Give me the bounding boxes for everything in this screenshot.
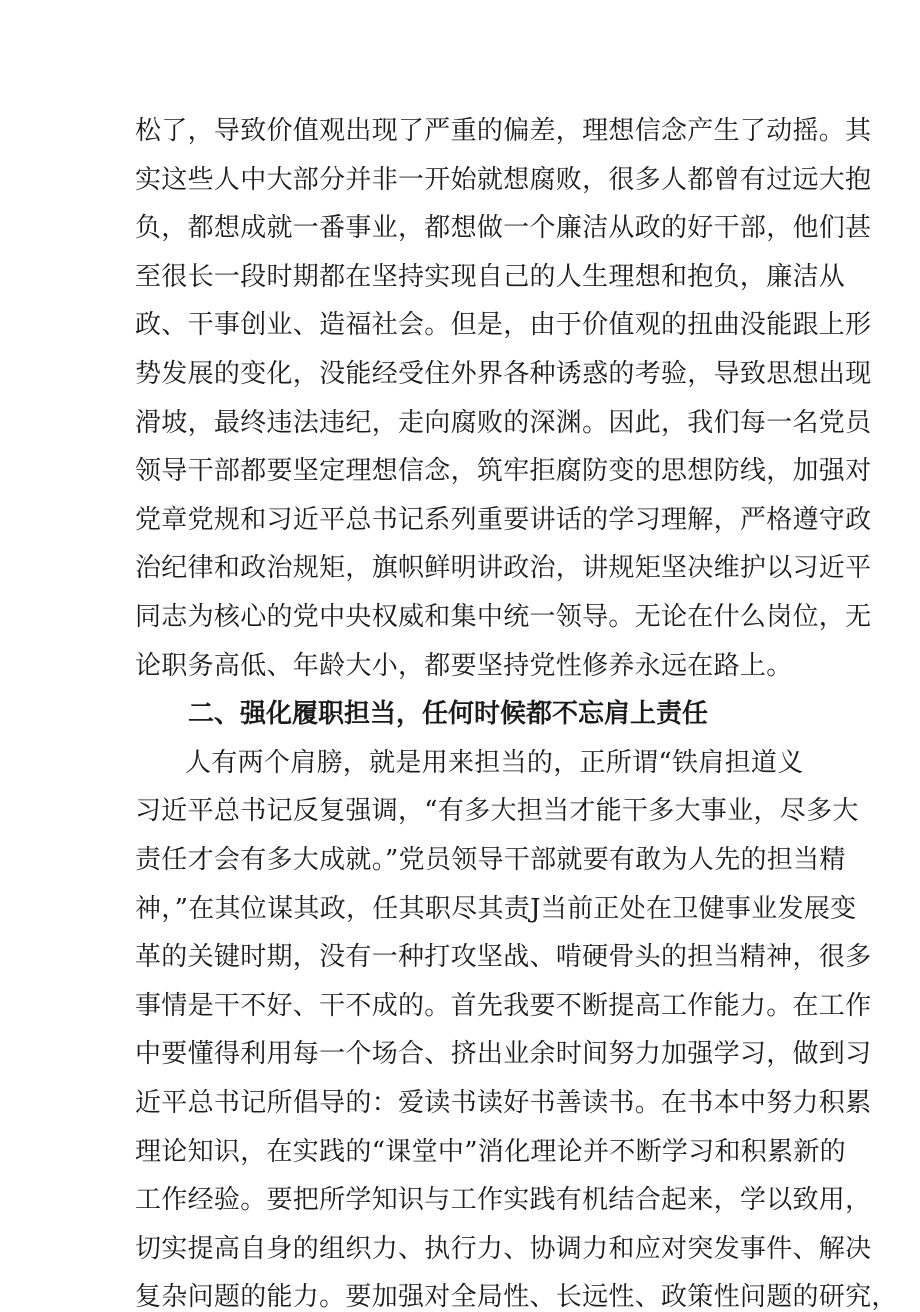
paragraph-2-line-3: 责任才会有多大成就。”党员领导干部就要有敢为人先的担当精 xyxy=(135,845,846,875)
paragraph-1-line-12: 论职务高低、年龄大小，都要坚持党性修养永远在路上。 xyxy=(135,650,793,681)
paragraph-1-line-6: 势发展的变化，没能经受住外界各种诱惑的考验，导致思想出现 xyxy=(135,359,872,389)
paragraph-2-line-7: 中要懂得利用每一个场合、挤出业余时间努力加强学习，做到习 xyxy=(135,1039,872,1070)
paragraph-2-line-1: 人有两个肩膀，就是用来担当的，正所谓“铁肩担道义 xyxy=(185,747,804,778)
paragraph-1-line-9: 党章党规和习近平总书记系列重要讲话的学习理解，严格遵守政 xyxy=(135,504,872,535)
paragraph-2-line-12: 复杂问题的能力。要加强对全局性、长远性、政策性问题的研究， xyxy=(135,1282,898,1312)
paragraph-1-line-7: 滑坡，最终违法违纪，走向腐败的深渊。因此，我们每一名党员 xyxy=(135,407,872,438)
paragraph-2-line-9: 理论知识，在实践的“课堂中”消化理论并不断学习和积累新的 xyxy=(135,1136,846,1167)
paragraph-1-line-2: 实这些人中大部分并非一开始就想腐败，很多人都曾有过远大抱 xyxy=(135,164,872,195)
paragraph-1-line-10: 治纪律和政治规矩，旗帜鲜明讲政治，讲规矩坚决维护以习近平 xyxy=(135,553,872,584)
paragraph-2-line-2: 习近平总书记反复强调，“有多大担当才能干多大事业，尽多大 xyxy=(135,796,859,827)
paragraph-1-line-1: 松了，导致价值观出现了严重的偏差，理想信念产生了动摇。其 xyxy=(135,116,872,146)
paragraph-1-line-4: 至很长一段时期都在坚持实现自己的人生理想和抱负，廉洁从 xyxy=(135,261,846,292)
paragraph-2-line-6: 事情是干不好、干不成的。首先我要不断提高工作能力。在工作 xyxy=(135,990,872,1021)
paragraph-2-line-4: 神，”在其位谋其政，任其职尽其责J当前正处在卫健事业发展变 xyxy=(135,893,857,924)
paragraph-1-line-11: 同志为核心的党中央权威和集中统一领导。无论在什么岗位，无 xyxy=(135,602,872,632)
paragraph-1-line-3: 负，都想成就一番事业，都想做一个廉洁从政的好干部，他们甚 xyxy=(135,213,872,244)
paragraph-2-line-10: 工作经验。要把所学知识与工作实践有机结合起来，学以致用， xyxy=(135,1185,872,1216)
paragraph-1-line-5: 政、干事创业、造福社会。但是，由于价值观的扭曲没能跟上形 xyxy=(135,310,872,341)
paragraph-2-line-5: 革的关键时期，没有一种打攻坚战、啃硬骨头的担当精神，很多 xyxy=(135,942,872,973)
section-heading: 二、强化履职担当，任何时候都不忘肩上责任 xyxy=(188,699,709,730)
paragraph-1-line-8: 领导干部都要坚定理想信念，筑牢拒腐防变的思想防线，加强对 xyxy=(135,456,872,487)
paragraph-2-line-11: 切实提高自身的组织力、执行力、协调力和应对突发事件、解决 xyxy=(135,1233,872,1264)
paragraph-2-line-8: 近平总书记所倡导的：爱读书读好书善读书。在书本中努力积累 xyxy=(135,1088,872,1118)
